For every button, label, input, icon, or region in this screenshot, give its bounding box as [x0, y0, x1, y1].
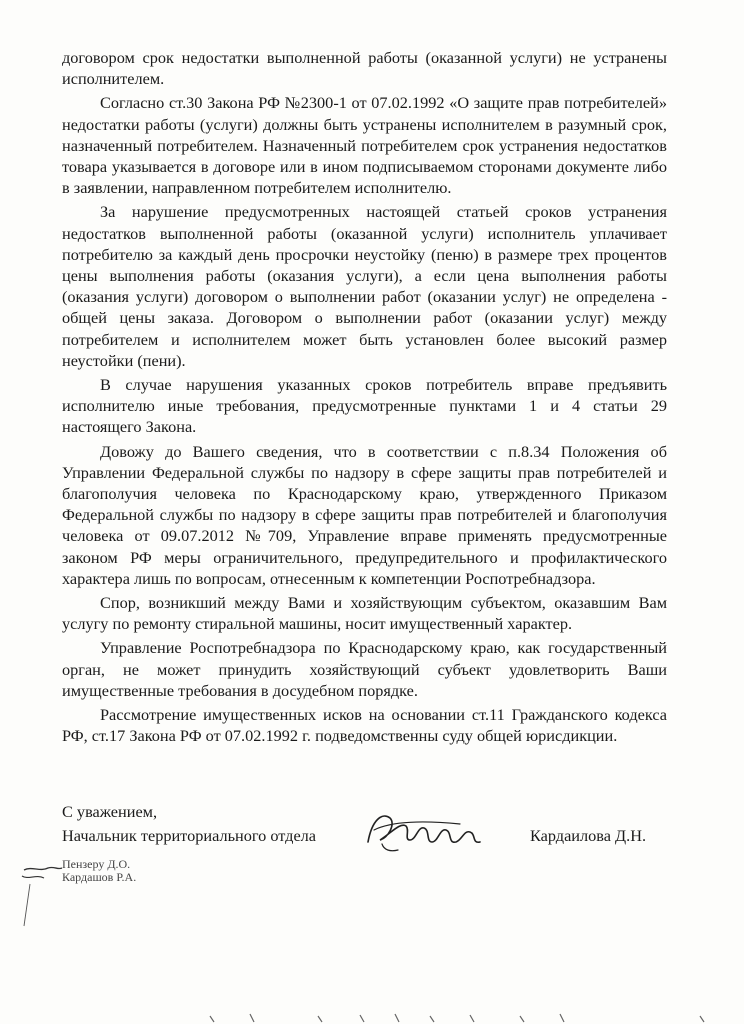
paragraph-5: Довожу до Вашего сведения, что в соответствии с п.8.34 Положения об Управлении Федеральной службы по надзору в сфере защиты прав потребителей и благополучия человека по Краснодарскому краю, утвержденного Приказом Федеральной службы по надзору в сфере защиты прав потребителей и благополучия человека от 09.07.2012 №709, Управление вправе применять предусмотренные законом РФ меры ограничительного, предупредительного и профилактического характера лишь по вопросам, отнесенным к компетенции Роспотребнадзора.: [62, 441, 667, 588]
closing-phrase: С уважением,: [62, 802, 158, 821]
paragraph-2: Согласно ст.30 Закона РФ №2300-1 от 07.02.1992 «О защите прав потребителей» недостатки работы (услуги) должны быть устранены исполнителем в разумный срок, назначенный потребителем. Назначенный потребителем срок устранения недостатков товара указывается в договоре или в ином подписываемом сторонами документе либо в заявлении, направленном потребителем исполнителю.: [62, 93, 667, 198]
paragraph-8: Рассмотрение имущественных исков на основании ст.11 Гражданского кодекса РФ, ст.17 Закона РФ от 07.02.1992 г. подведомственны суду общей юрисдикции.: [62, 705, 667, 746]
margin-scribble: [18, 858, 66, 928]
executor-line-2: Кардашов Р.А.: [62, 870, 137, 884]
executor-line-1: Пензеру Д.О.: [62, 857, 131, 871]
paragraph-7: Управление Роспотребнадзора по Краснодарскому краю, как государственный орган, не может принудить хозяйствующий субъект удовлетворить Ваши имущественные требования в досудебном порядке.: [62, 638, 667, 700]
paragraph-4: В случае нарушения указанных сроков потребитель вправе предъявить исполнителю иные требования, предусмотренные пунктами 1 и 4 статьи 29 настоящего Закона.: [62, 375, 667, 437]
signer-position: Начальник территориального отдела: [62, 826, 317, 845]
executors-note: [62, 858, 136, 884]
signer-name: Кардаилова Д.Н.: [530, 826, 647, 845]
scan-edge-marks: [0, 1004, 744, 1024]
paragraph-6: Спор, возникший между Вами и хозяйствующим субъектом, оказавшим Вам услугу по ремонту стиральной машины, носит имущественный характер.: [62, 593, 667, 634]
paragraph-1: договором срок недостатки выполненной работы (оказанной услуги) не устранены исполнителем.: [62, 48, 667, 89]
handwritten-signature: [360, 800, 490, 860]
paragraph-3: За нарушение предусмотренных настоящей статьей сроков устранения недостатков выполненной работы (оказанной услуги) исполнитель уплачивает потребителю за каждый день просрочки неустойку (пеню) в размере трех процентов цены выполнения работы (оказания услуги), а если цена выполнения работы (оказания услуги) договором о выполнении работ (оказании услуг) не определена - общей цены заказа. Договором о выполнении работ (оказании услуг) между потребителем и исполнителем может быть установлен более высокий размер неустойки (пени).: [62, 202, 667, 370]
letter-body: [62, 47, 667, 750]
